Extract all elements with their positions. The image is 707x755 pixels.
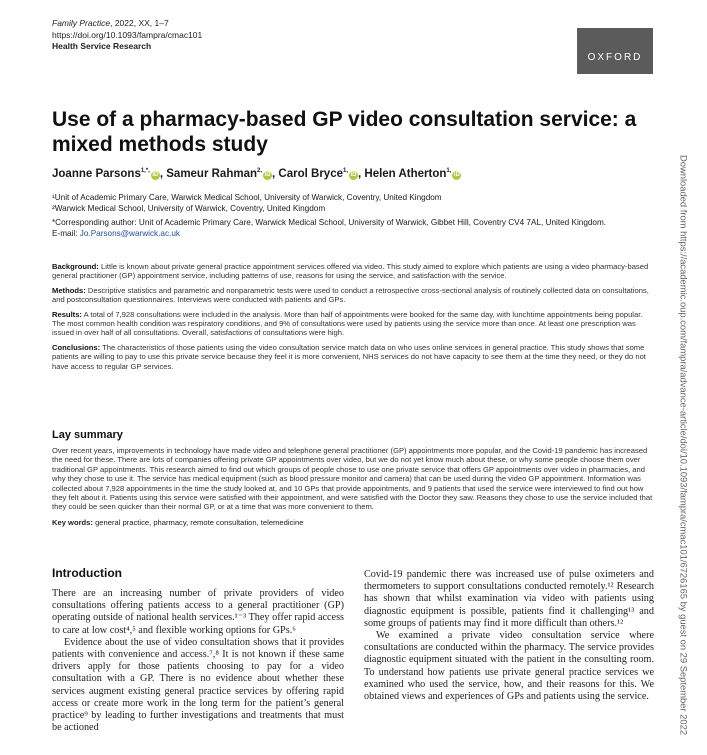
journal-citation: , 2022, XX, 1–7 <box>110 18 169 28</box>
section-label: Health Service Research <box>52 41 152 51</box>
download-note-text: Downloaded from https://academic.oup.com/fampra/advance-article/doi/10.1093/fampra/cmac101/6726165 by guest on 29 September 2022 <box>678 155 690 736</box>
email-label: E-mail: <box>52 229 78 238</box>
abstract-text: The characteristics of those patients using the video consultation service match data on who uses online services in general practice. This study shows that some patients are willing to pay to use this private service because they feel it is more convenient, NHS services do not have capacity to see them at the time they need, or they do not have access to regular GP services. <box>52 342 646 371</box>
abstract-label: Methods: <box>52 285 86 295</box>
author-name: Carol Bryce <box>278 168 343 180</box>
journal-name: Family Practice <box>52 18 111 28</box>
publisher-logo: OXFORD <box>577 28 653 74</box>
email-link[interactable]: Jo.Parsons@warwick.ac.uk <box>79 229 180 238</box>
keywords: general practice, pharmacy, remote consultation, telemedicine <box>95 517 304 527</box>
author-name: Helen Atherton <box>364 168 447 180</box>
abstract-text: Descriptive statistics and parametric and nonparametric tests were used to conduct a retrospective cross-sectional analysis of routinely collected data on consultations, and postconsultation questionnaires. Interviews were conducted with patients and GPs. <box>52 285 649 305</box>
author-name: Joanne Parsons <box>52 168 141 180</box>
intro-paragraph: There are an increasing number of private providers of video consultations offering patients access to a general practitioner (GP) operating outside of national health services.¹⁻³ They offer rapid access to care at low cost⁴,⁵ and flexible working options for GPs.⁶ <box>52 588 344 636</box>
abstract <box>52 262 654 376</box>
affiliations <box>52 192 652 239</box>
corresponding-author: *Corresponding author: Unit of Academic Primary Care, Warwick Medical School, University of Warwick, Gibbet Hill, Coventry CV4 7AL, United Kingdom. <box>52 218 607 227</box>
abstract-text: Little is known about private general practice appointment services offered via video. This study aimed to explore which patients are using a video pharmacy-based general practitioner (GP) appointment service, including patterns of use, reasons for using the service, and satisfaction with the service. <box>52 262 649 281</box>
abstract-text: A total of 7,928 consultations were included in the analysis. More than half of appointments were booked for the same day, with lunchtime appointments being popular. The most common health condition was respiratory conditions, and 9% of consultations were used by patients using the service more than once. At least one prescription was issued in over half of all consultations. Overall, satisfactions of consultations were high. <box>52 309 643 338</box>
orcid-icon[interactable]: iD <box>453 172 460 178</box>
abstract-label: Background: <box>52 262 99 271</box>
intro-column-right <box>364 569 654 703</box>
author-name: Sameur Rahman <box>166 168 258 180</box>
download-note <box>676 155 692 745</box>
lay-summary-heading: Lay summary <box>52 429 123 441</box>
lay-summary <box>52 429 654 527</box>
orcid-icon[interactable]: iD <box>152 172 159 178</box>
abstract-label: Conclusions: <box>52 342 101 352</box>
intro-heading: Introduction <box>52 566 122 580</box>
lay-summary-text: Over recent years, improvements in technology have made video and telephone general practitioner (GP) appointments more popular, and the Covid-19 pandemic has increased the need for these. There are lots of companies offering private GP appointments over video, but we do not yet know much about these, or why some people choose them over traditional GP appointments. This research aimed to find out which groups of people chose to use one private service that offers GP appointments over video in pharmacies, and why they chose to use it. The service has medical equipment (such as blood pressure monitor and camera) that can be used during the video GP appointment. Information was collected about 7,928 appointments in the time the study looked at, and 10 GPs that provide appointments, and 9 patients that used the service were interviewed to find out how they felt about it. Patients using this service were satisfied with their appointment, and were satisfied with the Doctor they saw. Reasons they chose to use the service included that they could be seen quicker than their normal GP, or at a time that was more convenient to them. <box>52 446 653 512</box>
intro-paragraph: Evidence about the use of video consultation shows that it provides patients with convenience and access.⁷,⁸ It is not known if these same drivers apply for those patients choosing to pay for a video consultation with a GP. There is no evidence about whether these services augment existing general practice services by offering rapid access or create more work in the long term for the patient’s general practice⁹ by leading to further investigations and treatments that must be actioned <box>52 636 344 734</box>
doi-link[interactable]: https://doi.org/10.1093/fampra/cmac101 <box>52 29 203 40</box>
intro-paragraph: Covid-19 pandemic there was increased use of pulse oximeters and thermometers to support consultations conducted remotely.¹² Research has shown that whilst examination via video with patients using diagnostic equipment is possible, patients find it challenging¹³ and some groups of patients may find it more difficult than others.¹² <box>364 569 654 629</box>
affiliation: ²Warwick Medical School, University of Warwick, Coventry, United Kingdom <box>52 204 326 213</box>
affiliation: ¹Unit of Academic Primary Care, Warwick Medical School, University of Warwick, Coventry, United Kingdom <box>52 193 442 202</box>
article-title: Use of a pharmacy-based GP video consultation service: a mixed methods study <box>52 108 637 156</box>
author-list: Joanne Parsons$^{1,*,}$iD , Sameur Rahman$^{2,}$iD , Carol Bryce$^{1,}$iD , Helen Atherton$^{1,}$iD <box>52 168 460 180</box>
orcid-icon[interactable]: iD <box>350 172 357 178</box>
journal-header <box>52 18 202 53</box>
intro-column-left <box>52 566 344 734</box>
keywords-label: Key words: <box>52 517 93 527</box>
abstract-label: Results: <box>52 309 82 319</box>
orcid-icon[interactable]: iD <box>264 172 271 178</box>
intro-paragraph: We examined a private video consultation service where consultations are conducted within the pharmacy. The service provides diagnostic equipment situated with the patient in the consulting room. To understand how patients use private general practice services we examined who used the service, how, and their reasons for this. We obtained views and experiences of GPs and patients using the service. <box>364 630 654 703</box>
